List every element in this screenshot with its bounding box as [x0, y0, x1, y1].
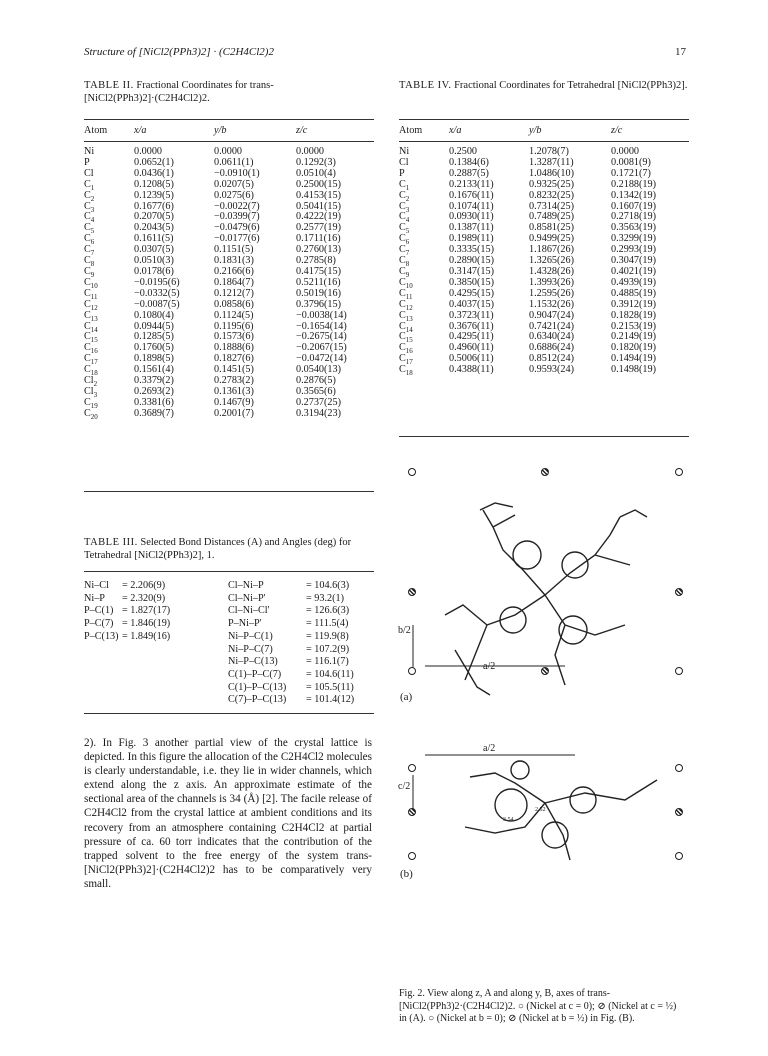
- coordinate-cell: 0.1676(11): [449, 189, 494, 201]
- nickel-marker-open: [675, 468, 683, 476]
- bond-label-1: 2.52: [535, 807, 546, 813]
- figure-2: [395, 455, 695, 975]
- coordinate-cell: 0.2149(19): [611, 331, 656, 343]
- table-row: [399, 300, 689, 311]
- atom-cell: $C_{10}$: [399, 276, 413, 290]
- atom-cell: $C_4$: [84, 211, 95, 225]
- atom-cell: $C_{13}$: [399, 309, 413, 323]
- molecule-view-y: [465, 761, 657, 860]
- coordinate-cell: 0.2043(5): [134, 222, 174, 234]
- coordinate-cell: 0.0081(9): [611, 156, 651, 168]
- coordinate-cell: 0.3194(23): [296, 407, 341, 419]
- coordinate-cell: 0.1989(11): [449, 233, 494, 245]
- axis-label-c-half: c/2: [398, 781, 411, 792]
- nickel-marker-open: [408, 764, 416, 772]
- column-header: y/b: [529, 125, 542, 136]
- coordinate-cell: 0.3912(19): [611, 298, 656, 310]
- nickel-marker-hatched: [408, 588, 416, 596]
- coordinate-cell: 0.2783(2): [214, 375, 254, 387]
- bond-angle-row: Cl–Ni–P = 104.6(3): [228, 580, 350, 591]
- coordinate-cell: 0.3379(2): [134, 375, 174, 387]
- coordinate-cell: 0.1561(4): [134, 364, 174, 376]
- coordinate-cell: 0.2737(25): [296, 396, 341, 408]
- atom-cell: Cl: [84, 167, 94, 179]
- coordinate-cell: 0.0178(6): [134, 265, 174, 277]
- coordinate-cell: 0.9047(24): [529, 309, 574, 321]
- coordinate-cell: 0.0307(5): [134, 244, 174, 256]
- coordinate-cell: 0.0510(3): [134, 255, 174, 267]
- atom-cell: $C_6$: [399, 233, 410, 247]
- atom-cell: $C_{10}$: [84, 276, 98, 290]
- coordinate-cell: 0.1831(3): [214, 255, 254, 267]
- coordinate-cell: 0.4885(19): [611, 287, 656, 299]
- coordinate-cell: 0.0611(1): [214, 156, 254, 168]
- table4-caption: [399, 79, 689, 92]
- coordinate-cell: 0.2760(13): [296, 244, 341, 256]
- atom-cell: $C_9$: [399, 265, 410, 279]
- coordinate-cell: 0.0944(5): [134, 320, 174, 332]
- coordinate-cell: 0.5006(11): [449, 353, 494, 365]
- column-header: x/a: [134, 125, 147, 136]
- coordinate-cell: 1.2595(26): [529, 287, 574, 299]
- coordinate-cell: 0.0510(4): [296, 167, 336, 179]
- column-header: z/c: [296, 125, 308, 136]
- atom-cell: $C_8$: [399, 255, 410, 269]
- coordinate-cell: 0.0540(13): [296, 364, 341, 376]
- coordinate-cell: −0.0038(14): [296, 309, 347, 321]
- coordinate-cell: 0.3147(15): [449, 265, 494, 277]
- atom-cell: Ni: [84, 146, 95, 157]
- coordinate-cell: 0.7421(24): [529, 320, 574, 332]
- table2-caption-label: TABLE II.: [84, 80, 134, 91]
- coordinate-cell: 0.1888(6): [214, 342, 254, 354]
- atom-cell: $C_{17}$: [399, 353, 413, 367]
- coordinate-cell: 0.1467(9): [214, 396, 254, 408]
- coordinate-cell: −0.0472(14): [296, 353, 347, 365]
- nickel-marker-hatched: [675, 588, 683, 596]
- coordinate-cell: 0.8581(25): [529, 222, 574, 234]
- coordinate-cell: −0.2675(14): [296, 331, 347, 343]
- coordinate-cell: 0.1573(6): [214, 331, 254, 343]
- coordinate-cell: 0.1080(4): [134, 309, 174, 321]
- coordinate-cell: 0.4295(11): [449, 331, 494, 343]
- nickel-marker-open: [675, 764, 683, 772]
- bond-angle-row: C(1)–P–C(13) = 105.5(11): [228, 681, 354, 693]
- atom-cell: $Cl_3$: [84, 385, 98, 399]
- atom-cell: Cl: [399, 156, 409, 168]
- atom-cell: $C_5$: [84, 222, 95, 236]
- table-row: [84, 300, 374, 311]
- table2-bottom-rule: [84, 491, 374, 492]
- figure-2-caption: Fig. 2. View along z, A and along y, B, axes of trans-[NiCl2(PPh3)2·(C2H4Cl2)2. ○ (Nickel at c = 0); ⊘ (Nickel at c = ½) in (A). ○ (Nickel at b = 0); ⊘ (Nickel at b = ½) in Fig. (B).: [399, 988, 677, 1024]
- coordinate-cell: 0.2153(19): [611, 320, 656, 332]
- coordinate-cell: 0.2876(5): [296, 375, 336, 387]
- table-row: [84, 191, 374, 202]
- coordinate-cell: 0.0000: [134, 146, 163, 157]
- body-paragraph: 2). In Fig. 3 another partial view of the crystal lattice is depicted. In this figure the allocation of the C2H4Cl2 molecules is clearly understandable, i.e. they lie in wider channels, which extend along the z axis. An approximate estimate of the sectional area of the channels is 34 (Å) [2]. The facile release of C2H4Cl2 from the crystal lattice at ambient conditions and its recovery from an atmosphere containing C2H4Cl2 at partial pressure of ca. 60 torr indicates that the contribution of the trapped solvent to the free energy of the system trans-[NiCl2(PPh3)2]·(C2H4Cl2)2 has to be comparatively very small.: [84, 737, 372, 890]
- coordinate-cell: 0.1292(3): [296, 156, 336, 168]
- bond-distance-row: Ni–Cl = 2.206(9): [84, 580, 166, 591]
- coordinate-cell: 0.2890(15): [449, 255, 494, 267]
- table3-caption-text: Selected Bond Distances (A) and Angles (deg) for Tetrahedral [NiCl2(PPh3)2], 1.: [84, 537, 352, 561]
- coordinate-cell: 0.4295(15): [449, 287, 494, 299]
- coordinate-cell: 0.3689(7): [134, 407, 174, 419]
- table-row: [84, 311, 374, 322]
- atom-cell: $C_{13}$: [84, 309, 98, 323]
- coordinate-cell: 0.2166(6): [214, 265, 254, 277]
- coordinate-cell: 0.1498(19): [611, 364, 656, 376]
- column-header: z/c: [611, 125, 623, 136]
- column-header: Atom: [399, 125, 423, 136]
- atom-cell: Ni: [399, 146, 410, 157]
- coordinate-cell: 0.5041(15): [296, 200, 341, 212]
- coordinate-cell: −0.0399(7): [214, 211, 260, 223]
- table4-bottom-rule: [399, 436, 689, 437]
- atom-cell: P: [399, 167, 405, 179]
- coordinate-cell: 0.1711(16): [296, 233, 341, 245]
- coordinate-cell: 0.1607(19): [611, 200, 656, 212]
- coordinate-cell: −0.0479(6): [214, 222, 260, 234]
- coordinate-cell: 0.3796(15): [296, 298, 341, 310]
- axis-label-a-half-a: a/2: [483, 661, 496, 672]
- coordinate-cell: 0.1124(5): [214, 309, 254, 321]
- nickel-marker-hatched: [675, 808, 683, 816]
- coordinate-cell: 0.8232(25): [529, 189, 574, 201]
- bond-angle-row: P–Ni–P' = 111.5(4): [228, 618, 349, 630]
- atom-cell: $C_{20}$: [84, 407, 98, 421]
- coordinate-cell: 0.6340(24): [529, 331, 574, 343]
- coordinate-cell: 0.2993(19): [611, 244, 656, 256]
- atom-cell: $C_3$: [399, 200, 410, 214]
- coordinate-cell: −0.2067(15): [296, 342, 347, 354]
- coordinate-cell: 0.3299(19): [611, 233, 656, 245]
- atom-cell: $C_{18}$: [399, 364, 413, 378]
- nickel-marker-open: [408, 667, 416, 675]
- page-number: 17: [675, 46, 686, 58]
- coordinate-cell: −0.0195(6): [134, 276, 180, 288]
- column-header: Atom: [84, 125, 108, 136]
- coordinate-cell: 0.4388(11): [449, 364, 494, 376]
- coordinate-cell: 0.2693(2): [134, 385, 174, 397]
- coordinate-cell: 0.2785(8): [296, 255, 336, 267]
- coordinate-cell: 0.2188(19): [611, 178, 656, 190]
- coordinate-cell: 0.1760(5): [134, 342, 174, 354]
- coordinate-cell: 0.1361(3): [214, 385, 254, 397]
- coordinate-cell: 0.2133(11): [449, 178, 494, 190]
- bond-distance-row: P–C(13) = 1.849(16): [84, 630, 171, 642]
- coordinate-cell: 0.1074(11): [449, 200, 494, 212]
- bond-angle-row: C(1)–P–C(7) = 104.6(11): [228, 668, 354, 680]
- table-row: [399, 365, 689, 376]
- atom-cell: $C_{12}$: [399, 298, 413, 312]
- coordinate-cell: 0.1494(19): [611, 353, 656, 365]
- coordinate-cell: 0.0275(6): [214, 189, 254, 201]
- atom-cell: $C_{12}$: [84, 298, 98, 312]
- coordinate-cell: 0.2500: [449, 146, 478, 157]
- atom-cell: $C_6$: [84, 233, 95, 247]
- coordinate-cell: 0.3335(15): [449, 244, 494, 256]
- coordinate-cell: 0.7314(25): [529, 200, 574, 212]
- coordinate-cell: 0.0000: [214, 146, 243, 157]
- coordinate-cell: 0.1611(5): [134, 233, 174, 245]
- coordinate-cell: 1.3993(26): [529, 276, 574, 288]
- atom-cell: P: [84, 156, 90, 168]
- coordinate-cell: 0.0000: [296, 146, 325, 157]
- coordinate-cell: 0.0207(5): [214, 178, 254, 190]
- axis-label-a-half-b: a/2: [483, 743, 496, 754]
- atom-cell: $C_{14}$: [84, 320, 98, 334]
- table-row: [399, 311, 689, 322]
- nickel-marker-open: [408, 852, 416, 860]
- coordinate-cell: 0.9499(25): [529, 233, 574, 245]
- axis-label-b-half: b/2: [398, 625, 411, 636]
- coordinate-cell: 0.3381(6): [134, 396, 174, 408]
- coordinate-cell: 0.1864(7): [214, 276, 254, 288]
- atom-cell: $Cl_2$: [84, 375, 98, 389]
- bond-distance-row: P–C(7) = 1.846(19): [84, 618, 171, 630]
- coordinate-cell: 0.5019(16): [296, 287, 341, 299]
- atom-cell: $C_3$: [84, 200, 95, 214]
- coordinate-cell: −0.0177(6): [214, 233, 260, 245]
- atom-cell: $C_7$: [399, 244, 410, 258]
- atom-cell: $C_{14}$: [399, 320, 413, 334]
- coordinate-cell: 0.2887(5): [449, 167, 489, 179]
- table3-top-rule: [84, 571, 374, 572]
- nickel-marker-open: [408, 468, 416, 476]
- coordinate-cell: 0.6886(24): [529, 342, 574, 354]
- coordinate-cell: 0.4153(15): [296, 189, 341, 201]
- atom-cell: $C_{15}$: [84, 331, 98, 345]
- coordinate-cell: 0.4175(15): [296, 265, 341, 277]
- table4-caption-text: Fractional Coordinates for Tetrahedral [NiCl2(PPh3)2].: [454, 80, 688, 91]
- coordinate-cell: 0.4222(19): [296, 211, 341, 223]
- coordinate-cell: −0.1654(14): [296, 320, 347, 332]
- coordinate-cell: 0.1285(5): [134, 331, 174, 343]
- coordinate-cell: 0.3565(6): [296, 385, 336, 397]
- table2-caption-text: Fractional Coordinates for trans-[NiCl2(PPh3)2]·(C2H4Cl2)2.: [84, 80, 274, 104]
- table4-caption-label: TABLE IV.: [399, 80, 452, 91]
- panel-b-label: (b): [400, 868, 413, 880]
- coordinate-cell: 0.9593(24): [529, 364, 574, 376]
- atom-cell: $C_{19}$: [84, 396, 98, 410]
- table2: [84, 123, 374, 420]
- atom-cell: $C_1$: [399, 178, 410, 192]
- coordinate-cell: −0.0910(1): [214, 167, 260, 179]
- atom-cell: $C_9$: [84, 265, 95, 279]
- coordinate-cell: 0.2070(5): [134, 211, 174, 223]
- coordinate-cell: 0.0652(1): [134, 156, 174, 168]
- coordinate-cell: 0.0436(1): [134, 167, 174, 179]
- nickel-marker-open: [675, 667, 683, 675]
- coordinate-cell: 0.1820(19): [611, 342, 656, 354]
- coordinate-cell: 1.4328(26): [529, 265, 574, 277]
- bond-label-2: 3.54: [503, 817, 514, 823]
- coordinate-cell: 1.3265(26): [529, 255, 574, 267]
- coordinate-cell: 0.3563(19): [611, 222, 656, 234]
- coordinate-cell: 0.3676(11): [449, 320, 494, 332]
- table2-caption: [84, 79, 374, 105]
- bond-angle-row: Ni–P–C(1) = 119.9(8): [228, 630, 349, 642]
- panel-a-label: (a): [400, 691, 413, 703]
- coordinate-cell: 0.0930(11): [449, 211, 494, 223]
- coordinate-cell: −0.0087(5): [134, 298, 180, 310]
- coordinate-cell: 1.3287(11): [529, 156, 574, 168]
- bond-angle-row: Ni–P–C(7) = 107.2(9): [228, 643, 350, 655]
- atom-cell: $C_4$: [399, 211, 410, 225]
- bond-angle-row: Ni–P–C(13) = 116.1(7): [228, 656, 349, 668]
- coordinate-cell: 0.2718(19): [611, 211, 656, 223]
- coordinate-cell: 0.1828(19): [611, 309, 656, 321]
- bond-distance-row: Ni–P = 2.320(9): [84, 592, 166, 604]
- column-header: x/a: [449, 125, 462, 136]
- running-head: Structure of [NiCl2(PPh3)2] · (C2H4Cl2)2: [84, 46, 274, 58]
- coordinate-cell: 0.3850(15): [449, 276, 494, 288]
- atom-cell: $C_{15}$: [399, 331, 413, 345]
- atom-cell: $C_2$: [84, 189, 95, 203]
- table-row: [399, 191, 689, 202]
- atom-cell: $C_{17}$: [84, 353, 98, 367]
- table2-top-rule: [84, 119, 374, 120]
- atom-cell: $C_{11}$: [84, 287, 98, 301]
- coordinate-cell: 0.1195(6): [214, 320, 254, 332]
- coordinate-cell: 1.1532(26): [529, 298, 574, 310]
- coordinate-cell: 0.4037(15): [449, 298, 494, 310]
- table3-caption: [84, 536, 374, 562]
- atom-cell: $C_{16}$: [84, 342, 98, 356]
- atom-cell: $C_5$: [399, 222, 410, 236]
- coordinate-cell: 0.1387(11): [449, 222, 494, 234]
- nickel-marker-hatched: [541, 667, 549, 675]
- coordinate-cell: 0.2577(19): [296, 222, 341, 234]
- coordinate-cell: 0.2001(7): [214, 407, 254, 419]
- coordinate-cell: 0.4021(19): [611, 265, 656, 277]
- coordinate-cell: 0.8512(24): [529, 353, 574, 365]
- coordinate-cell: 0.1451(5): [214, 364, 254, 376]
- bond-angle-row: Cl–Ni–P' = 93.2(1): [228, 592, 344, 604]
- bond-angle-row: Cl–Ni–Cl' = 126.6(3): [228, 605, 350, 617]
- nickel-marker-hatched: [408, 808, 416, 816]
- coordinate-cell: 0.0000: [611, 146, 640, 157]
- coordinate-cell: 0.1827(6): [214, 353, 254, 365]
- coordinate-cell: 0.1212(7): [214, 287, 254, 299]
- coordinate-cell: 0.9325(25): [529, 178, 574, 190]
- coordinate-cell: 1.2078(7): [529, 146, 569, 157]
- coordinate-cell: 0.1721(7): [611, 167, 651, 179]
- table-header-row: [84, 123, 374, 138]
- coordinate-cell: 0.3723(11): [449, 309, 494, 321]
- table-header-row: [399, 123, 689, 138]
- table3-bottom-rule: [84, 713, 374, 714]
- coordinate-cell: 1.1867(26): [529, 244, 574, 256]
- coordinate-cell: 0.1898(5): [134, 353, 174, 365]
- coordinate-cell: 1.0486(10): [529, 167, 574, 179]
- atom-cell: $C_2$: [399, 189, 410, 203]
- table4: [399, 123, 689, 376]
- table-row: [84, 180, 374, 191]
- coordinate-cell: 0.1342(19): [611, 189, 656, 201]
- atom-cell: $C_{18}$: [84, 364, 98, 378]
- coordinate-cell: 0.4960(11): [449, 342, 494, 354]
- coordinate-cell: 0.0858(6): [214, 298, 254, 310]
- bond-distance-row: P–C(1) = 1.827(17): [84, 605, 171, 617]
- atom-cell: $C_{11}$: [399, 287, 413, 301]
- table3-caption-label: TABLE III.: [84, 537, 138, 548]
- coordinate-cell: 0.1677(6): [134, 200, 174, 212]
- column-header: y/b: [214, 125, 227, 136]
- atom-cell: $C_{16}$: [399, 342, 413, 356]
- table-row: [399, 180, 689, 191]
- coordinate-cell: 0.1151(5): [214, 244, 254, 256]
- coordinate-cell: 0.5211(16): [296, 276, 341, 288]
- coordinate-cell: 0.1208(5): [134, 178, 174, 190]
- coordinate-cell: 0.1239(5): [134, 189, 174, 201]
- bond-angle-row: C(7)–P–C(13) = 101.4(12): [228, 694, 355, 706]
- coordinate-cell: −0.0022(7): [214, 200, 260, 212]
- coordinate-cell: 0.7489(25): [529, 211, 574, 223]
- atom-cell: $C_8$: [84, 255, 95, 269]
- coordinate-cell: 0.4939(19): [611, 276, 656, 288]
- atom-cell: $C_1$: [84, 178, 95, 192]
- nickel-marker-open: [675, 852, 683, 860]
- table-row: [84, 409, 374, 420]
- coordinate-cell: 0.1384(6): [449, 156, 489, 168]
- coordinate-cell: 0.3047(19): [611, 255, 656, 267]
- atom-cell: $C_7$: [84, 244, 95, 258]
- nickel-marker-hatched: [541, 468, 549, 476]
- coordinate-cell: 0.2500(15): [296, 178, 341, 190]
- coordinate-cell: −0.0332(5): [134, 287, 180, 299]
- table4-top-rule: [399, 119, 689, 120]
